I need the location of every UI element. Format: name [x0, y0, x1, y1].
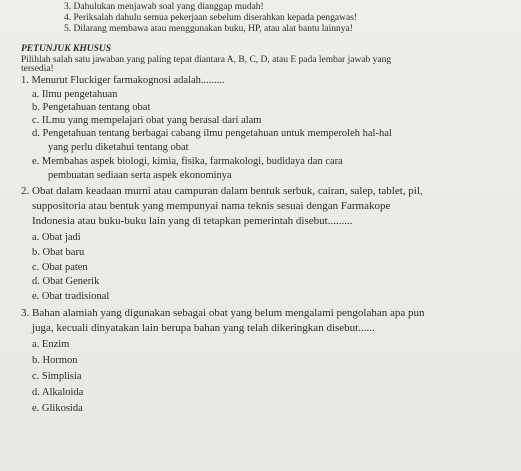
question-3-option-d: d. Alkaloida	[32, 387, 84, 398]
question-3-option-e: e. Glikosida	[32, 403, 83, 414]
question-2-option-c: c. Obat paten	[32, 262, 88, 273]
question-1-option-c: c. ILmu yang mempelajari obat yang berasal dari alam	[32, 115, 262, 126]
question-2-option-a: a. Obat jadi	[32, 232, 81, 243]
question-1-option-e: e. Membahas aspek biologi, kimia, fisika, farmakologi, budidaya dan cara	[32, 156, 343, 167]
question-3-option-b: b. Hormon	[32, 355, 78, 366]
question-2-option-b: b. Obat baru	[32, 247, 85, 258]
section-title: PETUNJUK KHUSUS	[21, 44, 111, 54]
question-1-option-a: a. Ilmu pengetahuan	[32, 89, 118, 100]
question-2-text-line-1: 2. Obat dalam keadaan murni atau campuran dalam bentuk serbuk, cairan, salep, tablet, pil,	[21, 185, 423, 197]
question-3-text-line-1: 3. Bahan alamiah yang digunakan sebagai obat yang belum mengalami pengolahan apa pun	[21, 307, 425, 319]
rule-3: 3. Dahulukan menjawab soal yang dianggap mudah!	[64, 2, 264, 12]
question-1-option-d: d. Pengetahuan tentang berbagai cabang ilmu pengetahuan untuk memperoleh hal-hal	[32, 128, 392, 139]
question-2-option-d: d. Obat Generik	[32, 276, 100, 287]
question-3-option-a: a. Enzim	[32, 339, 70, 350]
question-1-option-b: b. Pengetahuan tentang obat	[32, 102, 151, 113]
question-3-text-line-2: juga, kecuali dinyatakan lain berupa bahan yang telah dikeringkan disebut......	[32, 322, 375, 334]
question-2-option-e: e. Obat tradisional	[32, 291, 110, 302]
question-2-text-line-2: suppositoria atau bentuk yang mempunyai nama teknis sesuai dengan Farmakope	[32, 200, 391, 212]
section-instruction-line-2: tersedia!	[21, 64, 54, 74]
question-1-option-e-cont: pembuatan sediaan serta aspek ekonominya	[48, 170, 232, 181]
section-instruction-line-1: Pilihlah salah satu jawaban yang paling tepat diantara A, B, C, D, atau E pada lembar jawab yang	[21, 55, 392, 65]
question-3-option-c: c. Simplisia	[32, 371, 82, 382]
question-1-option-d-cont: yang perlu diketahui tentang obat	[48, 142, 189, 153]
rule-4: 4. Periksalah dahulu semua pekerjaan sebelum diserahkan kepada pengawas!	[64, 13, 358, 23]
question-2-text-line-3: Indonesia atau buku-buku lain yang di tetapkan pemerintah disebut.........	[32, 215, 353, 227]
rule-5: 5. Dilarang membawa atau menggunakan buku, HP, atau alat bantu lainnya!	[64, 24, 353, 34]
question-1-text: 1. Menurut Fluckiger farmakognosi adalah.........	[21, 75, 225, 86]
